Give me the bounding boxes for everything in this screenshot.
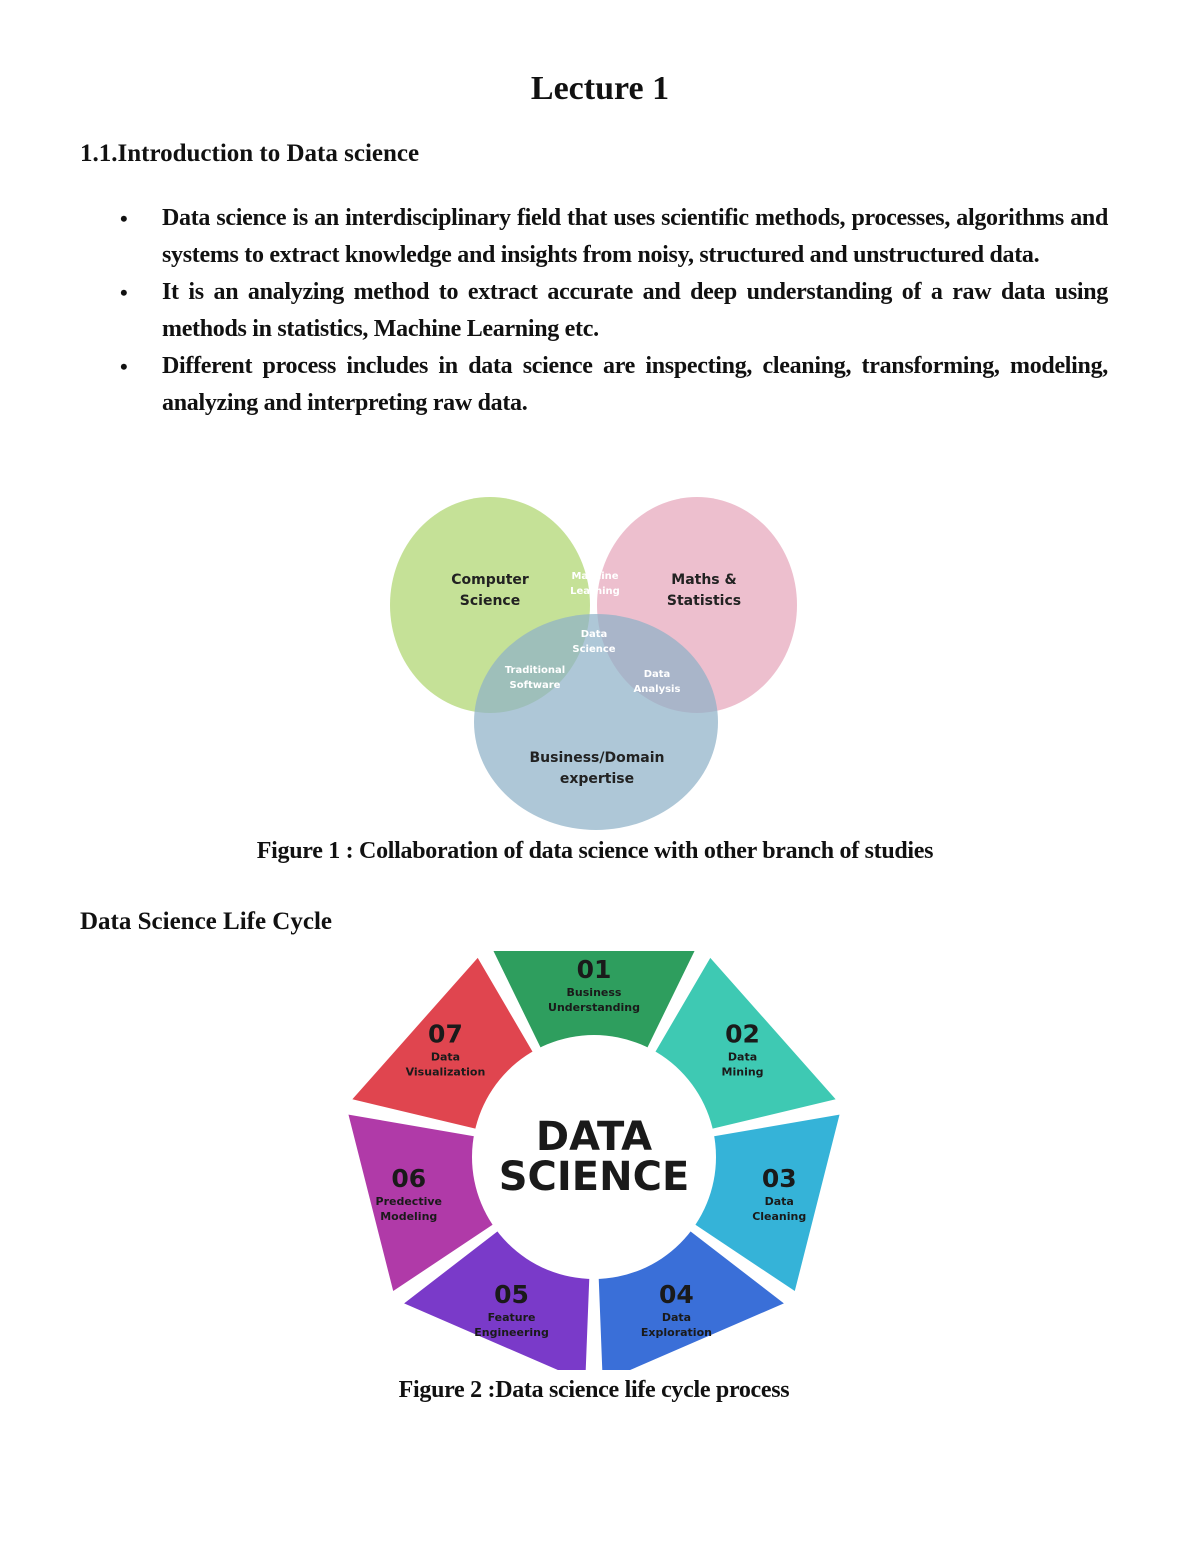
section-heading-life-cycle: Data Science Life Cycle [80, 908, 333, 935]
cycle-step-number: 07 [428, 1019, 463, 1049]
center-label-1: DATA [535, 1114, 653, 1160]
cycle-step-label: Data [764, 1195, 794, 1209]
venn-overlap-ts-2: Software [509, 680, 561, 691]
venn-diagram [0, 490, 1200, 835]
cycle-step-number: 02 [725, 1019, 760, 1049]
figure-2-caption: Figure 2 :Data science life cycle process [398, 1377, 790, 1403]
bullet-icon: • [120, 354, 128, 379]
bullet-item [110, 200, 1108, 274]
cycle-step-number: 05 [494, 1280, 529, 1310]
bullet-text: It is an analyzing method to extract accurate and deep understanding of a raw data using methods in statistics, Machine Learning etc. [162, 279, 1108, 342]
figure-1-caption: Figure 1 : Collaboration of data science with other branch of studies [256, 838, 934, 864]
cycle-step-label: Business [566, 986, 622, 999]
cycle-step-number: 04 [659, 1280, 694, 1310]
cycle-step-label: Understanding [548, 1001, 640, 1014]
venn-label-math-1: Maths & [671, 572, 737, 588]
bullet-icon: • [120, 280, 128, 305]
section-heading-intro: 1.1.Introduction to Data science [80, 140, 420, 167]
cycle-step-number: 01 [576, 955, 612, 984]
cycle-step-label: Mining [721, 1065, 764, 1079]
bullet-list [110, 200, 1108, 422]
page-title: Lecture 1 [530, 70, 670, 107]
cycle-step-number: 06 [391, 1164, 427, 1194]
bullet-text: Data science is an interdisciplinary field that uses scientific methods, processes, algorithms and systems to extract knowledge and insights from noisy, structured and unstructured data. [162, 205, 1108, 268]
cycle-step-label: Exploration [640, 1326, 712, 1340]
venn-overlap-ds-2: Science [572, 644, 616, 655]
cycle-step-label: Data [661, 1311, 692, 1325]
cycle-step-label: Engineering [474, 1326, 549, 1340]
venn-overlap-ts-1: Traditional [504, 665, 566, 676]
cycle-step-label: Modeling [380, 1210, 438, 1224]
venn-overlap-ml-1: Machine [571, 571, 619, 582]
center-label-2: SCIENCE [498, 1154, 690, 1200]
venn-overlap-ds-1: Data [580, 629, 608, 640]
cycle-step-number: 03 [761, 1164, 797, 1194]
venn-overlap-ml-2: Learning [570, 586, 620, 597]
venn-overlap-da-1: Data [643, 669, 671, 680]
cycle-step-label: Visualization [405, 1065, 486, 1079]
bullet-item [110, 274, 1108, 348]
life-cycle-diagram [0, 940, 1200, 1370]
cycle-step-label: Feature [487, 1311, 536, 1325]
venn-label-business-2: expertise [559, 771, 635, 787]
bullet-icon: • [120, 206, 128, 231]
cycle-step-label: Predective [375, 1195, 442, 1209]
bullet-text: Different process includes in data science are inspecting, cleaning, transforming, modeling, analyzing and interpreting raw data. [162, 353, 1108, 416]
bullet-item [110, 348, 1108, 422]
venn-label-business-1: Business/Domain [529, 750, 665, 766]
cycle-step-label: Data [430, 1050, 461, 1064]
venn-label-cs-1: Computer [451, 572, 529, 588]
venn-label-cs-2: Science [459, 593, 521, 609]
venn-label-math-2: Statistics [666, 593, 742, 609]
venn-overlap-da-2: Analysis [633, 684, 681, 695]
cycle-step-label: Data [727, 1050, 758, 1064]
cycle-step-label: Cleaning [752, 1210, 807, 1224]
